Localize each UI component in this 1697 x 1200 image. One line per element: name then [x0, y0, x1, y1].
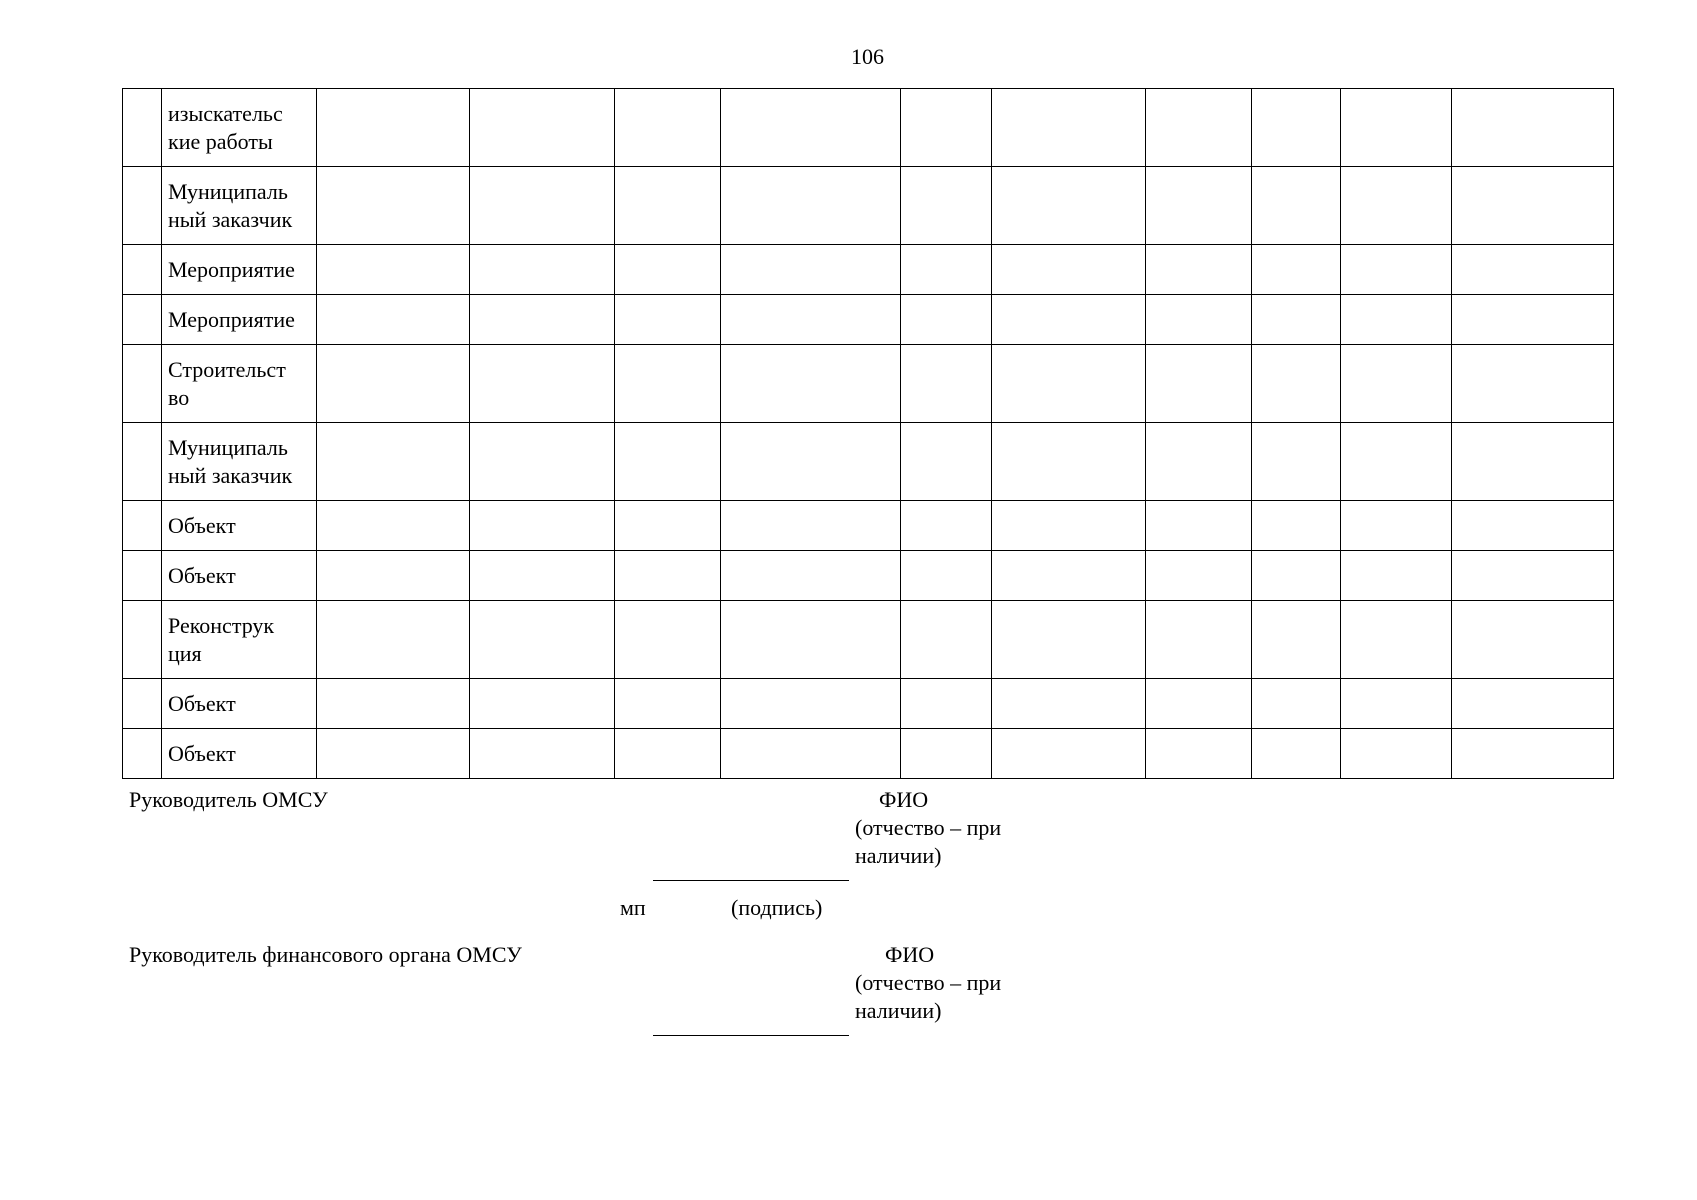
table-cell — [1452, 167, 1614, 245]
table-cell — [901, 679, 992, 729]
table-cell — [615, 245, 721, 295]
table-cell — [1452, 245, 1614, 295]
table-cell — [901, 245, 992, 295]
head-title: Руководитель ОМСУ — [129, 787, 328, 812]
table-cell — [721, 679, 901, 729]
finance-title: Руководитель финансового органа ОМСУ — [129, 942, 522, 967]
table-cell — [901, 89, 992, 167]
table-cell — [1146, 679, 1252, 729]
table-cell — [1146, 601, 1252, 679]
table-cell — [1341, 245, 1452, 295]
table-cell — [992, 345, 1146, 423]
table-cell — [615, 423, 721, 501]
table-cell — [1146, 501, 1252, 551]
table-cell — [1252, 551, 1341, 601]
table-cell — [721, 601, 901, 679]
row-label: Объект — [162, 679, 317, 729]
table-cell — [317, 245, 470, 295]
table-cell — [721, 167, 901, 245]
table-cell — [1252, 295, 1341, 345]
table-cell — [992, 601, 1146, 679]
table-cell — [1452, 501, 1614, 551]
row-label: Объект — [162, 501, 317, 551]
table-cell — [1341, 501, 1452, 551]
table-cell — [992, 551, 1146, 601]
table-cell — [470, 729, 615, 779]
head-fio-note: (отчество – при наличии) — [855, 815, 1002, 868]
table-cell — [317, 295, 470, 345]
table-cell — [1341, 167, 1452, 245]
row-label: Реконструк ция — [162, 601, 317, 679]
table-cell — [317, 601, 470, 679]
table-cell — [470, 167, 615, 245]
table-cell — [615, 345, 721, 423]
finance-fio-block — [855, 941, 1055, 1025]
table-cell — [123, 729, 162, 779]
table-cell — [123, 345, 162, 423]
table-cell — [992, 245, 1146, 295]
table-cell — [1146, 729, 1252, 779]
table-cell — [721, 729, 901, 779]
table-cell — [123, 245, 162, 295]
table-cell — [470, 423, 615, 501]
table-cell — [615, 501, 721, 551]
table-row — [123, 679, 1614, 729]
finance-fio-label: ФИО — [885, 942, 935, 967]
report-table — [122, 88, 1614, 779]
table-cell — [470, 345, 615, 423]
table-cell — [317, 551, 470, 601]
table-cell — [123, 501, 162, 551]
table-cell — [317, 679, 470, 729]
row-label: Строительст во — [162, 345, 317, 423]
table-row — [123, 345, 1614, 423]
row-label: Муниципаль ный заказчик — [162, 167, 317, 245]
table-cell — [317, 729, 470, 779]
table-row — [123, 89, 1614, 167]
table-cell — [721, 345, 901, 423]
table-row — [123, 501, 1614, 551]
table-cell — [1341, 679, 1452, 729]
table-cell — [1452, 551, 1614, 601]
table-cell — [721, 501, 901, 551]
table-cell — [1146, 345, 1252, 423]
table-cell — [1341, 345, 1452, 423]
table-cell — [1252, 729, 1341, 779]
table-cell — [992, 423, 1146, 501]
table-cell — [1452, 601, 1614, 679]
table-cell — [1146, 551, 1252, 601]
table-cell — [901, 601, 992, 679]
table-cell — [901, 345, 992, 423]
table-cell — [992, 679, 1146, 729]
row-label: Объект — [162, 551, 317, 601]
table-cell — [470, 601, 615, 679]
table-cell — [1146, 245, 1252, 295]
table-cell — [721, 245, 901, 295]
table-cell — [123, 423, 162, 501]
table-cell — [1341, 89, 1452, 167]
table-cell — [470, 245, 615, 295]
page-number: 106 — [851, 44, 884, 69]
head-signature-label: (подпись) — [731, 895, 823, 920]
table-cell — [317, 167, 470, 245]
table-cell — [992, 729, 1146, 779]
table-cell — [1252, 89, 1341, 167]
table-cell — [901, 501, 992, 551]
table-row — [123, 729, 1614, 779]
table-cell — [1452, 89, 1614, 167]
table-cell — [992, 167, 1146, 245]
table-cell — [1341, 729, 1452, 779]
table-cell — [615, 89, 721, 167]
table-cell — [721, 295, 901, 345]
head-fio-label: ФИО — [879, 787, 929, 812]
table-cell — [470, 679, 615, 729]
table-row — [123, 245, 1614, 295]
table-cell — [901, 729, 992, 779]
row-label: Мероприятие — [162, 245, 317, 295]
table-cell — [1452, 345, 1614, 423]
table-cell — [901, 167, 992, 245]
table-cell — [1341, 295, 1452, 345]
table-cell — [317, 89, 470, 167]
head-fio-block — [855, 786, 1055, 870]
row-label: Мероприятие — [162, 295, 317, 345]
table-cell — [470, 501, 615, 551]
table-cell — [470, 89, 615, 167]
table-cell — [901, 423, 992, 501]
table-row — [123, 551, 1614, 601]
table-cell — [317, 501, 470, 551]
table-cell — [1252, 345, 1341, 423]
table-cell — [721, 89, 901, 167]
table-cell — [1341, 551, 1452, 601]
table-cell — [1252, 501, 1341, 551]
table-cell — [615, 729, 721, 779]
table-cell — [615, 679, 721, 729]
table-cell — [123, 167, 162, 245]
table-cell — [1452, 679, 1614, 729]
row-label: Объект — [162, 729, 317, 779]
table-row — [123, 601, 1614, 679]
table-cell — [1146, 89, 1252, 167]
finance-signature-line — [653, 1035, 849, 1036]
table-cell — [470, 295, 615, 345]
table-cell — [721, 551, 901, 601]
table-cell — [123, 295, 162, 345]
row-label: Муниципаль ный заказчик — [162, 423, 317, 501]
table-cell — [1252, 679, 1341, 729]
head-signature-line — [653, 880, 849, 881]
table-cell — [615, 295, 721, 345]
table-cell — [615, 167, 721, 245]
table-cell — [123, 89, 162, 167]
table-cell — [317, 423, 470, 501]
table-cell — [1452, 423, 1614, 501]
table-cell — [721, 423, 901, 501]
table-cell — [901, 551, 992, 601]
row-label: изыскательс кие работы — [162, 89, 317, 167]
table-cell — [470, 551, 615, 601]
table-cell — [992, 295, 1146, 345]
table-cell — [123, 551, 162, 601]
table-cell — [1252, 167, 1341, 245]
table-cell — [901, 295, 992, 345]
table-row — [123, 295, 1614, 345]
stamp-label: мп — [620, 895, 646, 920]
table-row — [123, 167, 1614, 245]
table-cell — [317, 345, 470, 423]
table-cell — [1252, 423, 1341, 501]
table-cell — [1452, 729, 1614, 779]
table-cell — [1341, 423, 1452, 501]
table-cell — [1452, 295, 1614, 345]
table-cell — [1252, 601, 1341, 679]
table-cell — [615, 551, 721, 601]
table-row — [123, 423, 1614, 501]
table-cell — [1146, 295, 1252, 345]
table-cell — [1341, 601, 1452, 679]
table-cell — [992, 501, 1146, 551]
table-cell — [1252, 245, 1341, 295]
finance-fio-note: (отчество – при наличии) — [855, 970, 1002, 1023]
table-cell — [615, 601, 721, 679]
table-cell — [1146, 167, 1252, 245]
table-cell — [123, 601, 162, 679]
table-cell — [123, 679, 162, 729]
table-cell — [1146, 423, 1252, 501]
table-cell — [992, 89, 1146, 167]
